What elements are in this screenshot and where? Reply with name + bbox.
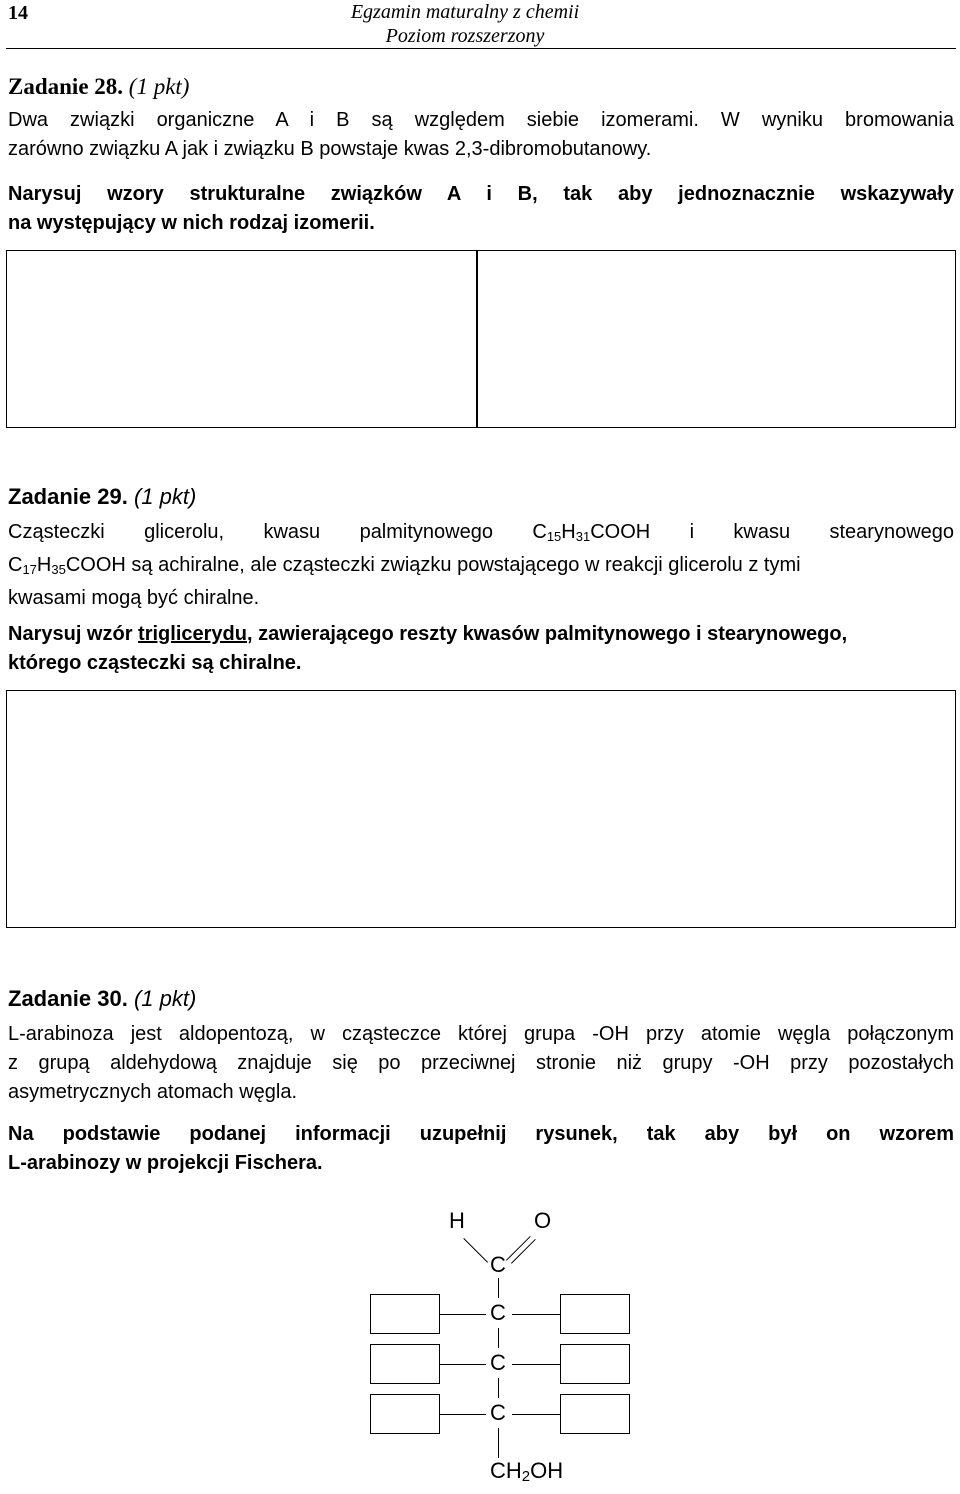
task30-text-line1: L-arabinoza jest aldopentozą, w cząsteczce której grupa -OH przy atomie węgla połączonym	[8, 1023, 954, 1045]
ch2oh-oh: OH	[530, 1458, 564, 1483]
carbon-c4: C	[490, 1400, 506, 1425]
task28-instruction-line2: na występujący w nich rodzaj izomerii.	[8, 212, 375, 234]
task29-title	[8, 484, 196, 510]
bond-c4-right	[512, 1414, 560, 1415]
task29-instruction	[8, 620, 954, 678]
bond-c3-right	[512, 1364, 560, 1365]
fill-box-c3-left[interactable]	[370, 1344, 440, 1384]
stearic-c-count: 17	[22, 562, 37, 577]
task28-text	[8, 106, 954, 164]
task30-title	[8, 986, 196, 1012]
fill-box-c4-right[interactable]	[560, 1394, 630, 1434]
palmitic-c-count: 15	[546, 529, 562, 544]
page-number: 14	[8, 2, 28, 24]
bond-c1-h	[463, 1238, 488, 1263]
task29-points: (1 pkt)	[133, 484, 197, 509]
carbon-c2: C	[490, 1300, 506, 1325]
fill-box-c2-left[interactable]	[370, 1294, 440, 1334]
bond-c2-right	[512, 1314, 560, 1315]
task29-instruction-b: , zawierającego reszty kwasów palmitynowego i stearynowego,	[246, 623, 848, 645]
task28-text-line2: zarówno związku A jak i związku B powstaje kwas 2,3-dibromobutanowy.	[8, 138, 652, 160]
task28-text-line1: Dwa związki organiczne A i B są względem siebie izomerami. W wyniku bromowania	[8, 109, 954, 131]
page-header	[0, 0, 960, 50]
task29-instruction-line2: którego cząsteczki są chiralne.	[8, 652, 302, 674]
ch2oh-group	[490, 1458, 563, 1485]
carbon-c3: C	[490, 1350, 506, 1375]
task28-title-text: Zadanie 28.	[8, 74, 124, 99]
task29-text-line1-a: Cząsteczki glicerolu, kwasu palmitynowego C	[8, 521, 547, 543]
bond-c4-c5	[498, 1428, 499, 1458]
task28-answer-box-a[interactable]	[6, 250, 478, 428]
ch2oh-sub: 2	[521, 1468, 531, 1485]
bond-c2-left	[440, 1314, 486, 1315]
task30-text-line2: z grupą aldehydową znajduje się po przeciwnej stronie niż grupy -OH przy pozostałych	[8, 1052, 954, 1074]
fischer-projection	[420, 1200, 700, 1494]
bond-c4-left	[440, 1414, 486, 1415]
task29-title-text: Zadanie 29.	[8, 484, 128, 509]
header-divider	[6, 48, 956, 49]
task30-title-text: Zadanie 30.	[8, 986, 128, 1011]
task28-instruction	[8, 180, 954, 238]
aldehyde-h: H	[449, 1208, 465, 1233]
task30-instruction	[8, 1120, 954, 1178]
bond-c3-c4	[498, 1378, 499, 1398]
stearic-h-count: 35	[51, 562, 66, 577]
aldehyde-o: O	[534, 1208, 552, 1233]
task30-instruction-line1: Na podstawie podanej informacji uzupełnij rysunek, tak aby był on wzorem	[8, 1123, 954, 1145]
task30-points: (1 pkt)	[133, 986, 197, 1011]
task29-answer-box[interactable]	[6, 690, 956, 928]
task29-text-line3: kwasami mogą być chiralne.	[8, 587, 260, 609]
task29-text-line2	[8, 551, 954, 584]
task29-text-line2-b: COOH są achiralne, ale cząsteczki związku powstającego w reakcji glicerolu z tymi	[65, 554, 801, 576]
bond-c2-c3	[498, 1328, 499, 1348]
fill-box-c3-right[interactable]	[560, 1344, 630, 1384]
fill-box-c2-right[interactable]	[560, 1294, 630, 1334]
task30-text	[8, 1020, 954, 1107]
task29-text	[8, 518, 954, 613]
stearic-c: C	[8, 554, 23, 576]
task30-instruction-line2: L-arabinozy w projekcji Fischera.	[8, 1152, 323, 1174]
bond-c1-c2	[498, 1278, 499, 1298]
task29-text-line1	[8, 518, 954, 551]
ch2oh-ch: CH	[490, 1458, 522, 1483]
palmitic-h: H	[561, 521, 576, 543]
task29-text-line1-b: COOH i kwasu stearynowego	[590, 521, 955, 543]
stearic-h: H	[36, 554, 52, 576]
header-subtitle: Poziom rozszerzony	[385, 25, 545, 47]
task28-title	[8, 74, 189, 100]
header-title: Egzamin maturalny z chemii	[350, 1, 580, 23]
task28-instruction-line1: Narysuj wzory strukturalne związków A i B, tak aby jednoznacznie wskazywały	[8, 183, 954, 205]
task29-instruction-line1	[8, 620, 954, 649]
task30-text-line3: asymetrycznych atomach węgla.	[8, 1081, 298, 1103]
fill-box-c4-left[interactable]	[370, 1394, 440, 1434]
bond-c3-left	[440, 1364, 486, 1365]
task29-instruction-a: Narysuj wzór	[8, 623, 139, 645]
task28-points: (1 pkt)	[128, 74, 190, 99]
palmitic-h-count: 31	[575, 529, 591, 544]
carbon-c1: C	[490, 1252, 506, 1277]
task28-answer-box-b[interactable]	[476, 250, 956, 428]
task29-instruction-underlined: triglicerydu	[138, 623, 247, 645]
